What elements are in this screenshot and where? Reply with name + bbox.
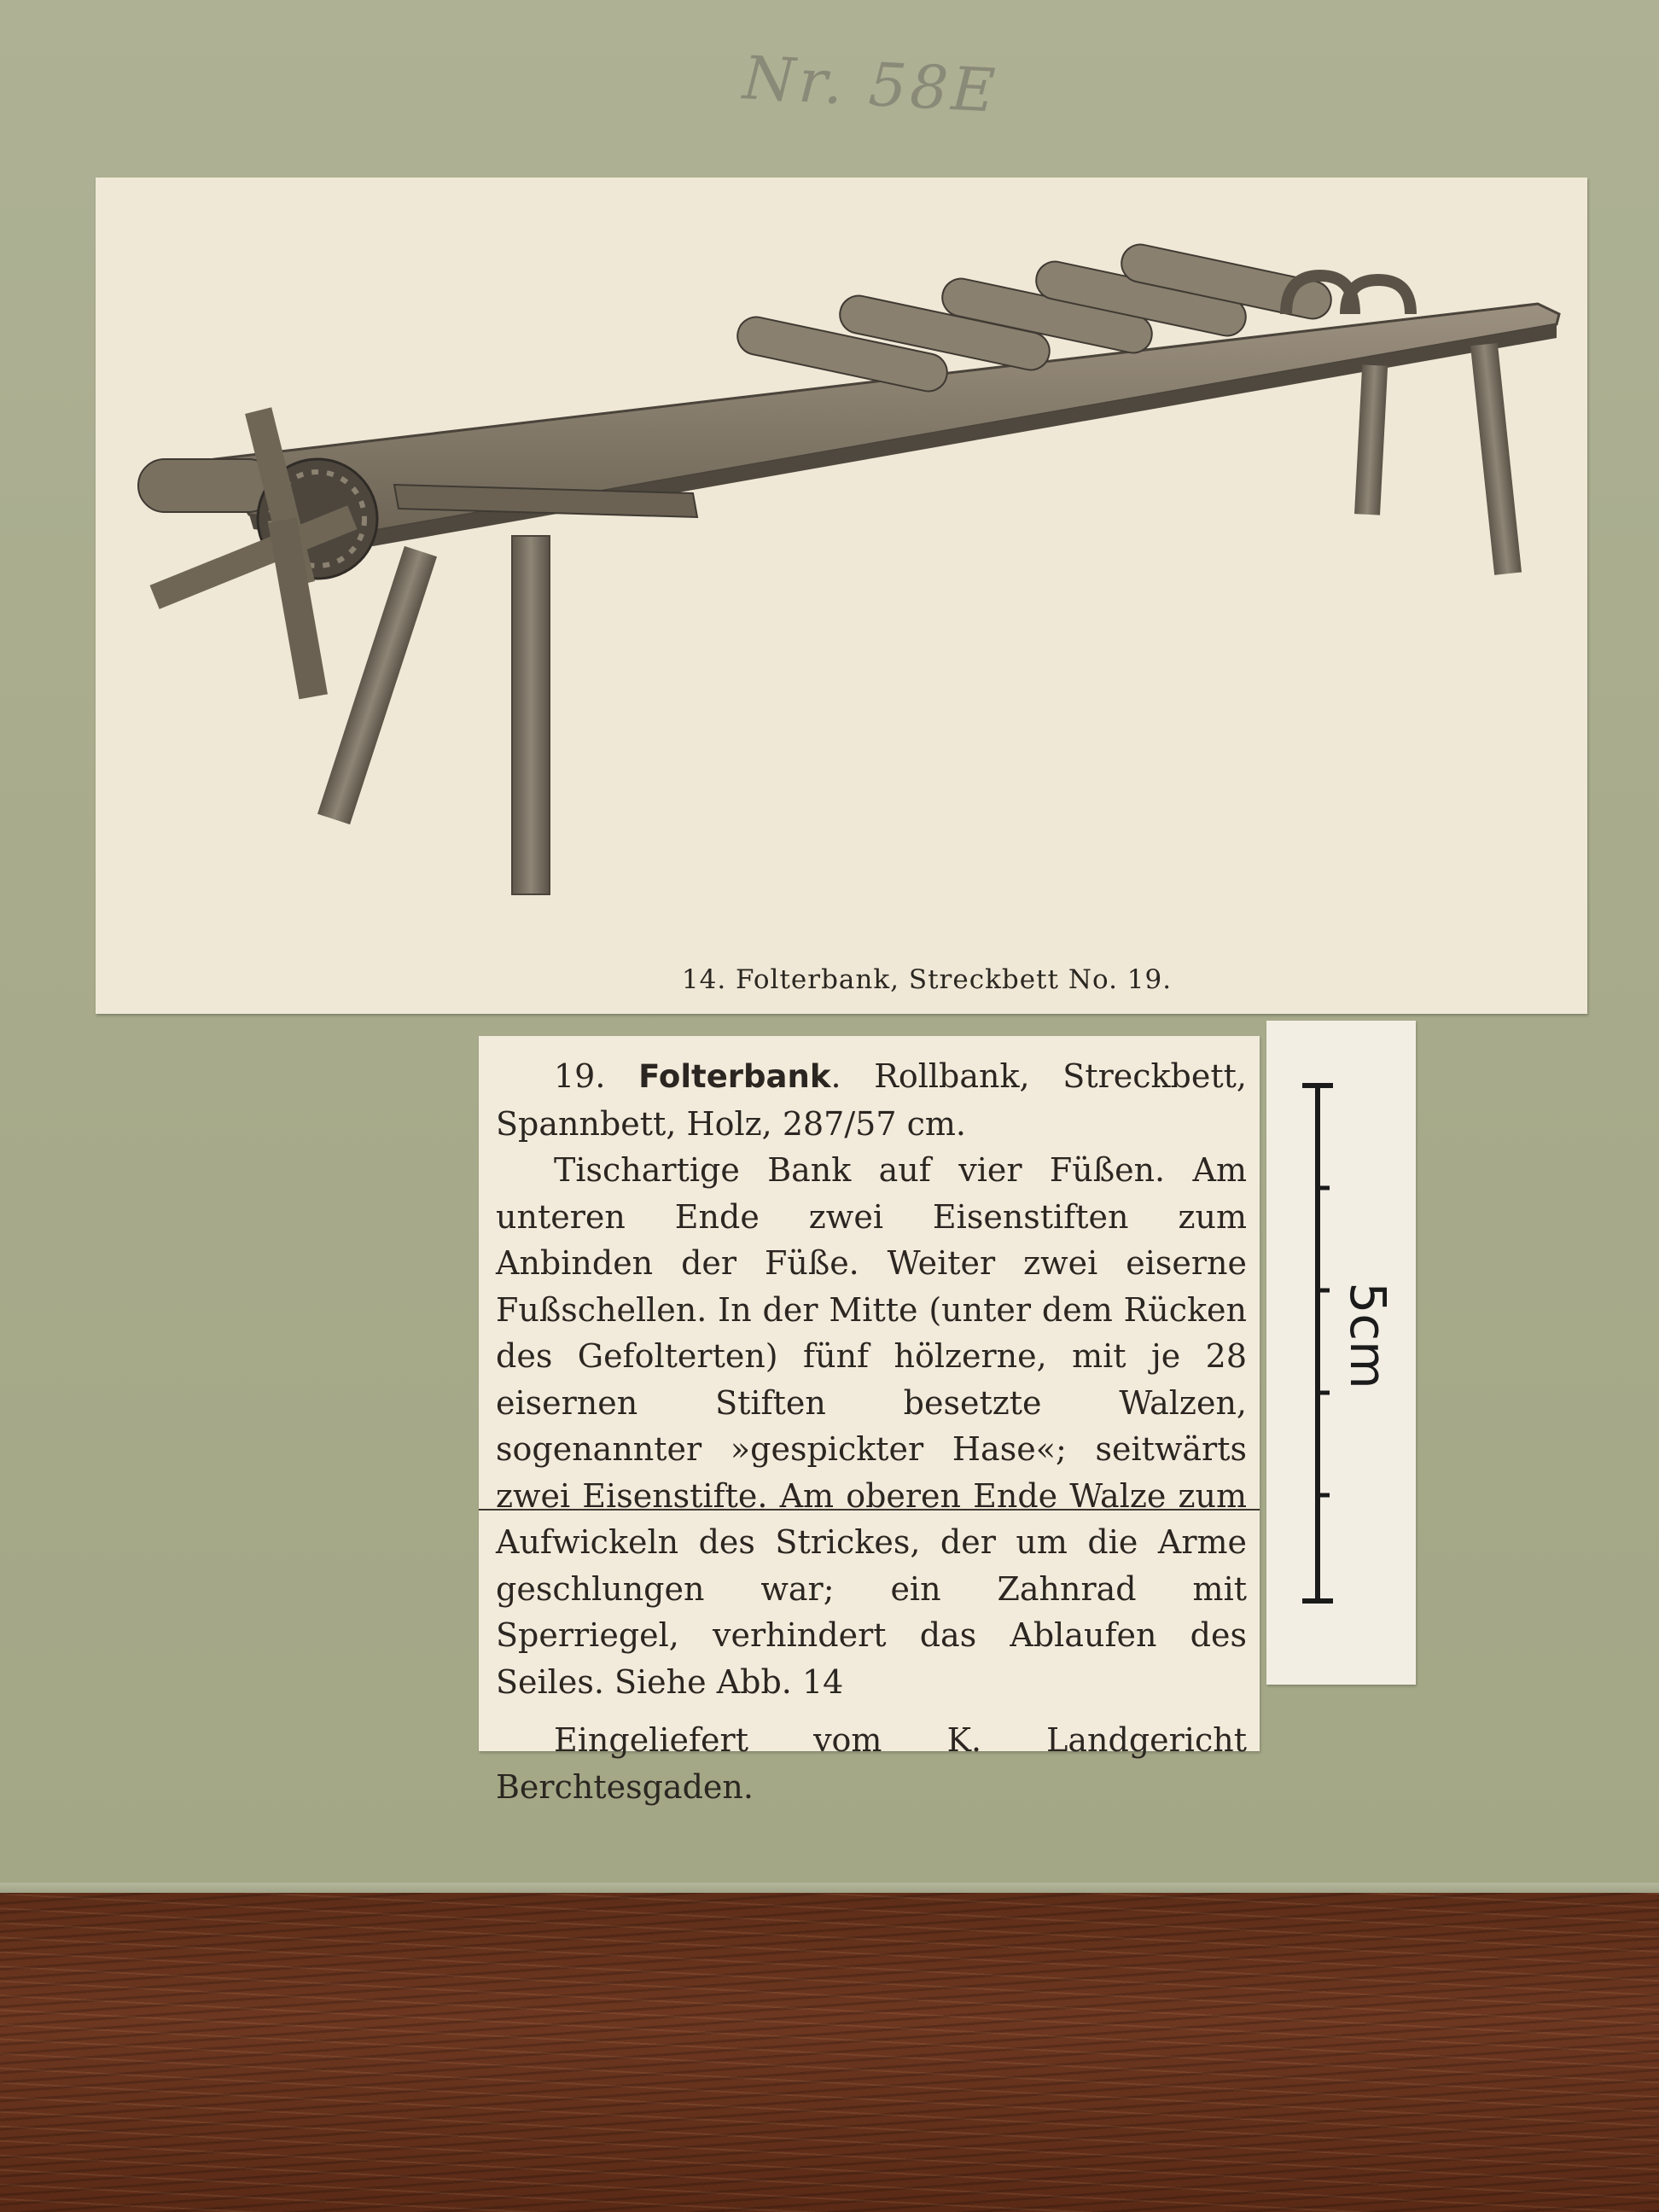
entry-title: Folterbank [638, 1058, 831, 1095]
entry-heading-rest: . Rollbank, Streckbett, Spannbett, Holz, 287/57 cm. [496, 1057, 1247, 1143]
torture-bench-photo [96, 178, 1587, 1014]
scale-label: 5cm [1339, 1282, 1397, 1389]
clipping-text [496, 1053, 1247, 1810]
inventory-number: Nr. 58E [741, 43, 1001, 126]
entry-description: Tischartige Bank auf vier Füßen. Am unteren Ende zwei Eisenstiften zum Anbinden der Füße. Weiter zwei eiserne Fußschellen. In der Mitte (unter dem Rücken des Gefolterten) fünf hölzerne, mit je 28 eisernen Stiften besetzte Walzen, sogenannter »gespickter Hase«; seitwärts zwei Eisenstifte. Am oberen Ende Walze zum Aufwickeln des Strickes, der um die Arme geschlungen war; ein Zahnrad mit Sperriegel, verhindert das Ablaufen des Seiles. Siehe Abb. 14 [496, 1151, 1247, 1701]
bench-illustration [96, 178, 1587, 1014]
entry-provenance: Eingeliefert vom K. Landgericht Berchtesgaden. [496, 1721, 1247, 1806]
entry-number: 19. [554, 1057, 606, 1095]
catalog-clipping [479, 1036, 1260, 1806]
photo-caption: 14. Folterbank, Streckbett No. 19. [681, 964, 1173, 995]
wooden-table-surface [0, 1893, 1659, 2212]
